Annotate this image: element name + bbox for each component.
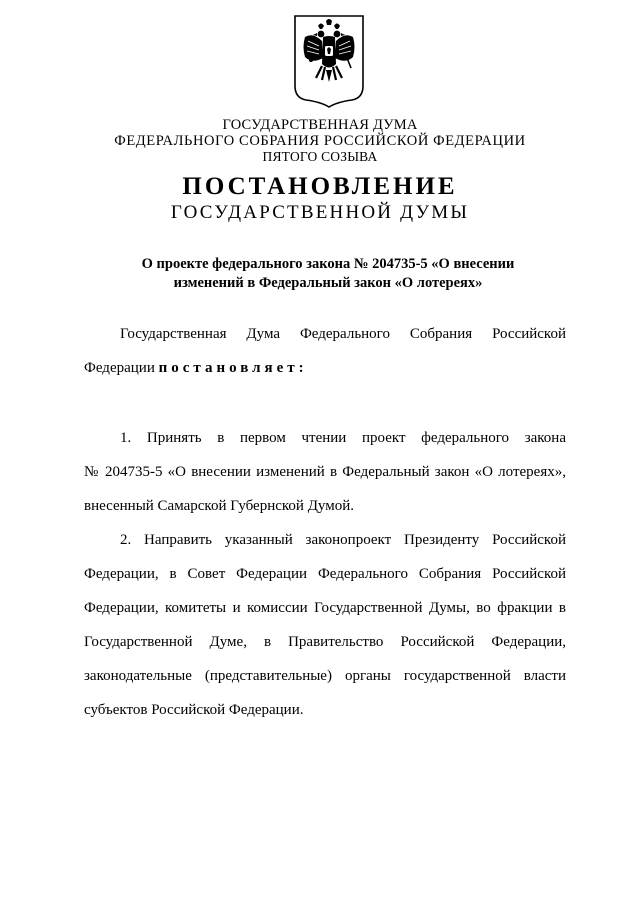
item-2-line: Федерации, комитеты и комиссии Государственной Думы, во фракции в [84,600,566,616]
convocation: ПЯТОГО СОЗЫВА [262,149,378,164]
document-subject [128,255,528,293]
subject-line: О проекте федерального закона № 204735-5 «О внесении [141,256,515,272]
item-1-line: 1. Принять в первом чтении проект федерального закона [120,430,566,446]
coat-of-arms-emblem [292,14,366,108]
document-subtitle: ГОСУДАРСТВЕННОЙ ДУМЫ [170,202,470,223]
duma-name: ГОСУДАРСТВЕННАЯ ДУМА [222,117,418,133]
item-2-line: 2. Направить указанный законопроект Президенту Российской [120,532,566,548]
item-2-line: Федерации, в Совет Федерации Федерального Собрания Российской [84,566,566,582]
item-1-line: внесенный Самарской Губернской Думой. [84,498,355,514]
preamble-prefix: Федерации [84,360,155,376]
resolution-verb: постановляет: [158,360,308,376]
federal-assembly-name: ФЕДЕРАЛЬНОГО СОБРАНИЯ РОССИЙСКОЙ ФЕДЕРАЦИИ [114,133,526,149]
document-title: ПОСТАНОВЛЕНИЕ [182,173,458,200]
item-2-line: законодательные (представительные) органы государственной власти [84,668,566,684]
subject-line: изменений в Федеральный закон «О лотереях» [173,275,483,291]
preamble-line: Государственная Дума Федерального Собрания Российской [120,326,566,342]
item-2-line: субъектов Российской Федерации. [84,702,304,718]
item-2-line: Государственной Думе, в Правительство Российской Федерации, [84,634,566,650]
item-1-line: № 204735-5 «О внесении изменений в Федеральный закон «О лотереях», [84,464,566,480]
preamble-line [84,358,566,378]
